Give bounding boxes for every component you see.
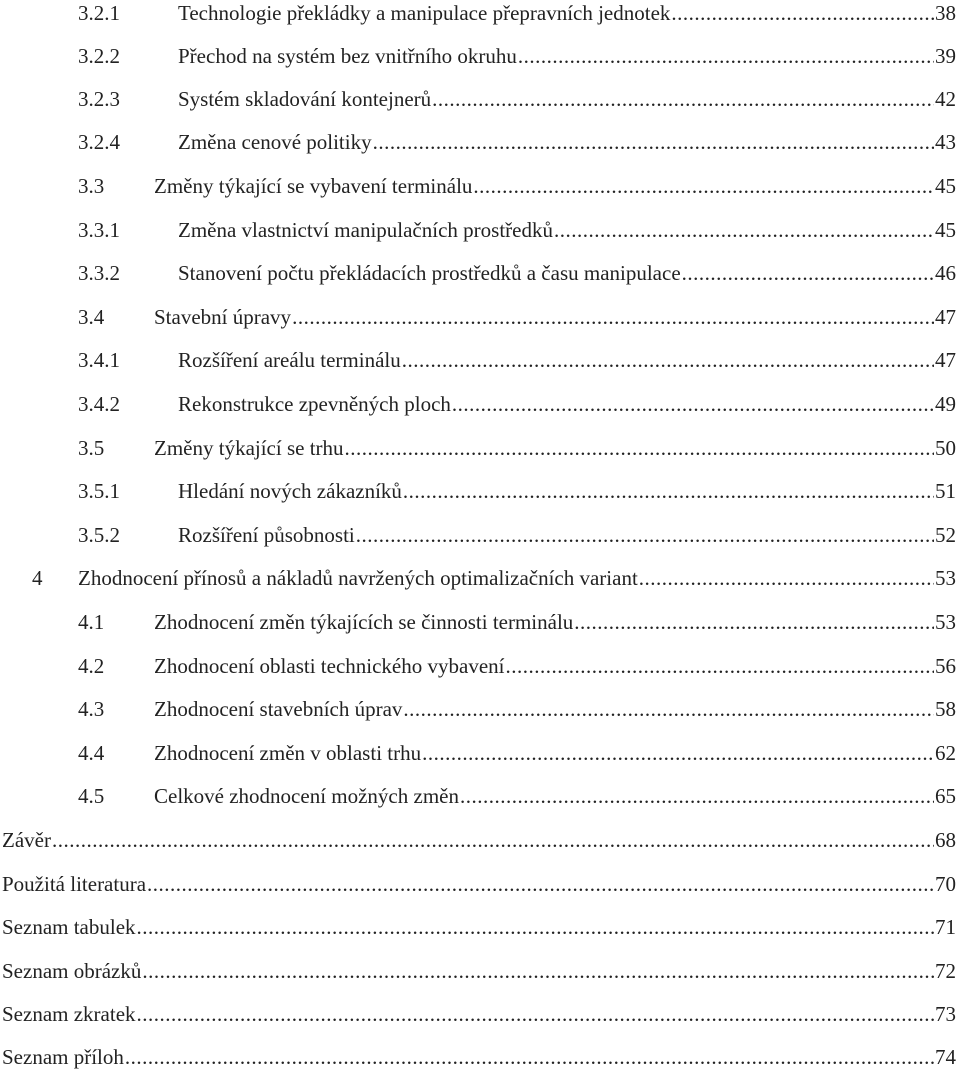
toc-entry[interactable] [0,40,956,72]
page-number: 62 [935,741,956,765]
dot-leader [518,40,934,72]
toc-entry[interactable] [0,257,956,289]
toc-entry[interactable] [0,606,956,638]
dot-leader [292,301,934,333]
page-number: 51 [935,479,956,503]
page-number: 71 [935,915,956,939]
toc-entry[interactable] [0,780,956,812]
dot-leader [682,257,934,289]
section-number: 4.2 [78,654,105,678]
section-number: 3.4.2 [78,392,120,416]
section-title: Změna cenové politiky [178,130,372,154]
toc-entry[interactable] [0,475,956,507]
section-title: Hledání nových zákazníků [178,479,402,503]
section-title: Rekonstrukce zpevněných ploch [178,392,451,416]
page-number: 39 [935,44,956,68]
toc-entry[interactable] [0,344,956,376]
page-number: 42 [935,87,956,111]
section-title: Přechod na systém bez vnitřního okruhu [178,44,517,68]
page-number: 45 [935,218,956,242]
toc-entry[interactable] [0,868,956,900]
section-number: 3.3.1 [78,218,120,242]
dot-leader [639,562,934,594]
dot-leader [473,170,934,202]
page-number: 38 [935,1,956,25]
dot-leader [125,1041,934,1073]
section-number: 3.2.4 [78,130,120,154]
toc-entry[interactable] [0,388,956,420]
section-title: Zhodnocení změn v oblasti trhu [154,741,422,765]
page-number: 45 [935,174,956,198]
section-number: 3.4.1 [78,348,120,372]
toc-entry[interactable] [0,301,956,333]
section-number: 3.2.3 [78,87,120,111]
section-title: Změny týkající se trhu [154,436,344,460]
page-number: 50 [935,436,956,460]
section-title: Změny týkající se vybavení terminálu [154,174,473,198]
toc-entry[interactable] [0,519,956,551]
section-title: Rozšíření areálu terminálu [178,348,401,372]
section-title: Seznam tabulek [2,915,136,939]
toc-entry[interactable] [0,824,956,856]
section-title: Závěr [2,828,51,852]
page-number: 52 [935,523,956,547]
page-number: 43 [935,130,956,154]
dot-leader [422,737,934,769]
section-title: Zhodnocení změn týkajících se činnosti terminálu [154,610,574,634]
section-number: 3.5 [78,436,105,460]
section-number: 3.3.2 [78,261,120,285]
section-number: 3.5.2 [78,523,120,547]
section-title: Seznam příloh [2,1045,124,1069]
dot-leader [574,606,934,638]
dot-leader [671,0,934,29]
dot-leader [460,780,934,812]
section-number: 4.5 [78,784,105,808]
page-number: 56 [935,654,956,678]
toc-entry[interactable] [0,83,956,115]
toc-entry[interactable] [0,998,956,1030]
page-number: 65 [935,784,956,808]
section-number: 3.5.1 [78,479,120,503]
dot-leader [356,519,934,551]
section-number: 4.3 [78,697,105,721]
page-number: 49 [935,392,956,416]
section-number: 4.4 [78,741,105,765]
dot-leader [345,432,934,464]
toc-entry[interactable] [0,955,956,987]
dot-leader [452,388,934,420]
toc-entry[interactable] [0,432,956,464]
section-number: 3.4 [78,305,105,329]
section-number: 3.2.2 [78,44,120,68]
section-number: 3.3 [78,174,105,198]
toc-entry[interactable] [0,1041,956,1073]
section-number: 4.1 [78,610,105,634]
section-title: Celkové zhodnocení možných změn [154,784,459,808]
section-title: Změna vlastnictví manipulačních prostředků [178,218,553,242]
page-number: 74 [935,1045,956,1069]
toc-entry[interactable] [0,737,956,769]
dot-leader [373,126,934,158]
page-number: 68 [935,828,956,852]
section-title: Seznam zkratek [2,1002,136,1026]
section-title: Rozšíření působnosti [178,523,355,547]
dot-leader [403,693,934,725]
page-number: 46 [935,261,956,285]
dot-leader [147,868,934,900]
section-title: Seznam obrázků [2,959,142,983]
section-title: Zhodnocení přínosů a nákladů navržených optimalizačních variant [78,566,638,590]
toc-entry[interactable] [0,650,956,682]
page-number: 70 [935,872,956,896]
dot-leader [554,214,934,246]
dot-leader [505,650,934,682]
dot-leader [142,955,934,987]
section-title: Technologie překládky a manipulace přepravních jednotek [178,1,671,25]
page-number: 58 [935,697,956,721]
page-number: 53 [935,566,956,590]
page-number: 73 [935,1002,956,1026]
dot-leader [403,475,934,507]
dot-leader [432,83,934,115]
toc-entry[interactable] [0,170,956,202]
toc-entry[interactable] [0,562,956,594]
dot-leader [137,911,934,943]
section-title: Stanovení počtu překládacích prostředků a času manipulace [178,261,681,285]
toc-entry[interactable] [0,0,956,29]
section-title: Systém skladování kontejnerů [178,87,432,111]
toc-entry[interactable] [0,693,956,725]
section-title: Použitá literatura [2,872,147,896]
page-number: 47 [935,305,956,329]
toc-entry[interactable] [0,911,956,943]
section-title: Stavební úpravy [154,305,292,329]
page-number: 72 [935,959,956,983]
toc-entry[interactable] [0,214,956,246]
dot-leader [52,824,934,856]
toc-entry[interactable] [0,126,956,158]
section-number: 4 [32,566,43,590]
page-number: 47 [935,348,956,372]
section-title: Zhodnocení stavebních úprav [154,697,403,721]
section-number: 3.2.1 [78,1,120,25]
dot-leader [137,998,934,1030]
section-title: Zhodnocení oblasti technického vybavení [154,654,505,678]
dot-leader [402,344,934,376]
page-number: 53 [935,610,956,634]
